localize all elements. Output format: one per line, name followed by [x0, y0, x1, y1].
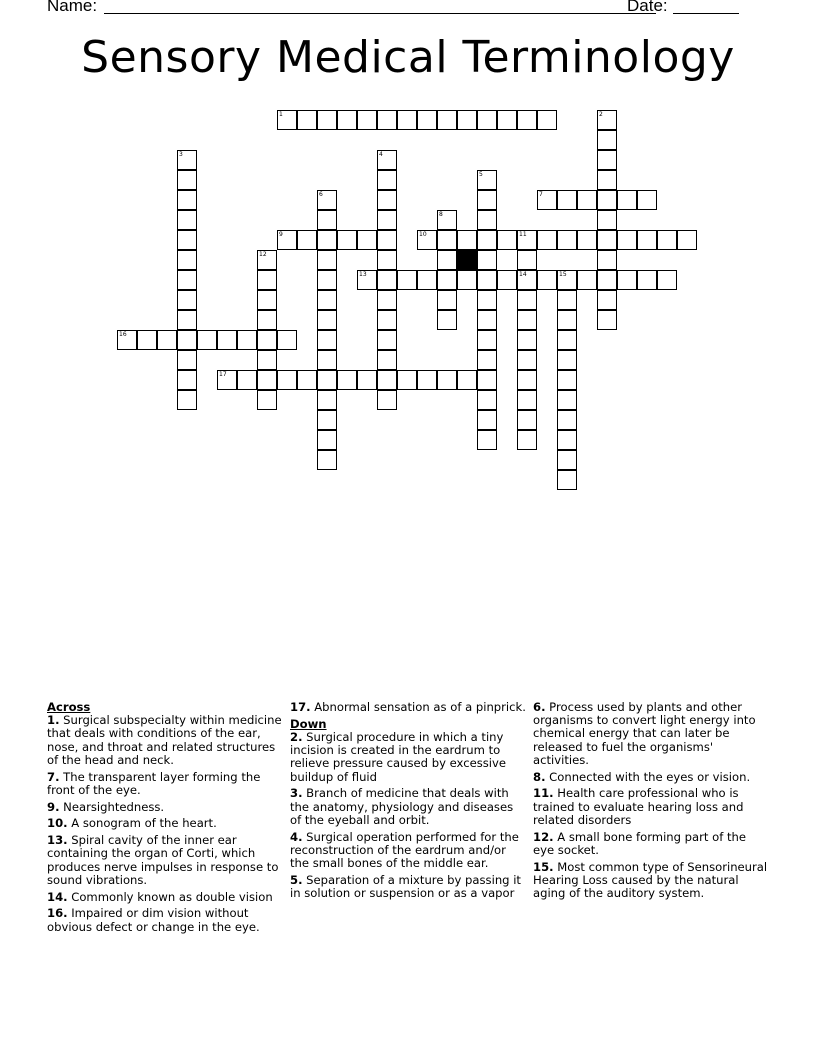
grid-cell[interactable]: [257, 390, 277, 410]
grid-cell[interactable]: [417, 270, 437, 290]
grid-cell[interactable]: [477, 170, 497, 190]
clues-column-3: [533, 701, 769, 904]
grid-cell[interactable]: [477, 190, 497, 210]
grid-cell[interactable]: [517, 350, 537, 370]
grid-cell[interactable]: [417, 110, 437, 130]
clue-number: 11: [519, 231, 527, 238]
grid-cell[interactable]: [557, 470, 577, 490]
grid-cell[interactable]: [637, 190, 657, 210]
grid-cell[interactable]: [257, 250, 277, 270]
grid-cell[interactable]: [557, 270, 577, 290]
clue-down-5: 5. Separation of a mixture by passing it in solution or suspension or as a vapor: [290, 872, 521, 901]
grid-cell[interactable]: [417, 370, 437, 390]
grid-cell[interactable]: [577, 270, 597, 290]
grid-cell[interactable]: [517, 250, 537, 270]
grid-cell[interactable]: [297, 110, 317, 130]
grid-cell[interactable]: [377, 390, 397, 410]
grid-cell[interactable]: [437, 250, 457, 270]
clue-across-10: 10. A sonogram of the heart.: [47, 816, 217, 831]
grid-cell[interactable]: [597, 290, 617, 310]
grid-cell[interactable]: [557, 450, 577, 470]
clue-across-9: 9. Nearsightedness.: [47, 799, 165, 814]
grid-cell[interactable]: [497, 110, 517, 130]
clue-number: 12: [259, 251, 267, 258]
grid-cell[interactable]: [377, 330, 397, 350]
grid-cell[interactable]: [437, 270, 457, 290]
grid-cell[interactable]: [557, 310, 577, 330]
grid-cell[interactable]: [537, 110, 557, 130]
grid-cell[interactable]: [377, 170, 397, 190]
clue-across-13: 13. Spiral cavity of the inner ear containing the organ of Corti, which produces nerve impulses in response to sound vibrations.: [47, 833, 279, 887]
grid-cell[interactable]: [657, 270, 677, 290]
grid-cell[interactable]: [317, 410, 337, 430]
clue-number: 14: [519, 271, 527, 278]
grid-cell[interactable]: [517, 370, 537, 390]
grid-cell[interactable]: [637, 270, 657, 290]
grid-cell[interactable]: [257, 370, 277, 390]
grid-cell[interactable]: [317, 270, 337, 290]
grid-cell[interactable]: [477, 290, 497, 310]
grid-cell[interactable]: [317, 310, 337, 330]
grid-cell[interactable]: [557, 390, 577, 410]
grid-cell[interactable]: [257, 330, 277, 350]
grid-cell[interactable]: [477, 270, 497, 290]
grid-cell[interactable]: [217, 370, 237, 390]
grid-cell[interactable]: [677, 230, 697, 250]
clue-down-4: 4. Surgical operation performed for the reconstruction of the eardrum and/or the small bones of the middle ear.: [290, 829, 519, 871]
grid-cell[interactable]: [297, 230, 317, 250]
clue-down-8: 8. Connected with the eyes or vision.: [533, 769, 751, 784]
grid-cell[interactable]: [237, 370, 257, 390]
clue-down-11: 11. Health care professional who is trained to evaluate hearing loss and related disorders: [533, 786, 744, 827]
grid-cell[interactable]: [317, 430, 337, 450]
clue-number: 16: [119, 331, 127, 338]
grid-cell[interactable]: [557, 290, 577, 310]
grid-cell[interactable]: [597, 270, 617, 290]
grid-cell[interactable]: [317, 390, 337, 410]
clue-number: 13: [359, 271, 367, 278]
grid-cell[interactable]: [317, 110, 337, 130]
grid-cell[interactable]: [557, 430, 577, 450]
grid-cell[interactable]: [617, 230, 637, 250]
grid-cell[interactable]: [157, 330, 177, 350]
grid-cell[interactable]: [597, 150, 617, 170]
grid-cell[interactable]: [417, 230, 437, 250]
grid-cell[interactable]: [177, 230, 197, 250]
clue-number: 5: [479, 171, 483, 178]
crossword-grid: [0, 0, 816, 500]
grid-cell[interactable]: [517, 410, 537, 430]
grid-cell[interactable]: [597, 210, 617, 230]
grid-cell[interactable]: [477, 350, 497, 370]
grid-cell[interactable]: [477, 430, 497, 450]
grid-cell[interactable]: [517, 270, 537, 290]
grid-cell[interactable]: [257, 270, 277, 290]
grid-cell[interactable]: [317, 350, 337, 370]
clue-number: 6: [319, 191, 323, 198]
grid-cell[interactable]: [377, 350, 397, 370]
grid-cell[interactable]: [457, 230, 477, 250]
grid-cell[interactable]: [137, 330, 157, 350]
grid-cell[interactable]: [317, 210, 337, 230]
grid-cell[interactable]: [177, 290, 197, 310]
grid-cell[interactable]: [337, 110, 357, 130]
clue-number: 8: [439, 211, 443, 218]
page-title: Sensory Medical Terminology: [81, 32, 735, 83]
grid-cell[interactable]: [597, 130, 617, 150]
clue-number: 1: [279, 111, 283, 118]
grid-cell[interactable]: [177, 210, 197, 230]
name-label: Name:: [47, 0, 98, 15]
grid-cell[interactable]: [617, 270, 637, 290]
grid-cell[interactable]: [377, 210, 397, 230]
grid-cell[interactable]: [457, 370, 477, 390]
grid-cell[interactable]: [657, 230, 677, 250]
down-heading: Down: [290, 716, 327, 731]
grid-cell[interactable]: [377, 230, 397, 250]
clue-across-7: 7. The transparent layer forming the front of the eye.: [47, 769, 261, 797]
grid-cell[interactable]: [497, 270, 517, 290]
grid-cell[interactable]: [317, 190, 337, 210]
grid-cell[interactable]: [537, 270, 557, 290]
grid-cell[interactable]: [477, 310, 497, 330]
grid-cell[interactable]: [457, 110, 477, 130]
grid-cell[interactable]: [337, 230, 357, 250]
grid-cell[interactable]: [177, 330, 197, 350]
grid-cell[interactable]: [477, 210, 497, 230]
grid-cell[interactable]: [177, 150, 197, 170]
grid-cell[interactable]: [377, 370, 397, 390]
grid-cell[interactable]: [277, 330, 297, 350]
grid-cell[interactable]: [437, 210, 457, 230]
grid-cell[interactable]: [177, 370, 197, 390]
grid-cell[interactable]: [597, 170, 617, 190]
grid-cell[interactable]: [597, 110, 617, 130]
grid-cell[interactable]: [517, 230, 537, 250]
grid-cell[interactable]: [477, 410, 497, 430]
grid-cell[interactable]: [517, 110, 537, 130]
grid-cell[interactable]: [197, 330, 217, 350]
clue-across-1: 1. Surgical subspecialty within medicine that deals with conditions of the ear, nose, and throat and related structures of the head and neck.: [47, 713, 282, 767]
grid-cell[interactable]: [477, 110, 497, 130]
grid-cell[interactable]: [517, 430, 537, 450]
grid-cell[interactable]: [477, 230, 497, 250]
grid-cell[interactable]: [477, 390, 497, 410]
grid-cell[interactable]: [317, 370, 337, 390]
grid-cell[interactable]: [317, 330, 337, 350]
grid-cell[interactable]: [377, 290, 397, 310]
grid-cell[interactable]: [397, 110, 417, 130]
grid-cell[interactable]: [597, 190, 617, 210]
grid-cell[interactable]: [357, 230, 377, 250]
grid-cell[interactable]: [317, 250, 337, 270]
grid-cell[interactable]: [277, 110, 297, 130]
clue-number: 15: [559, 271, 567, 278]
grid-cell[interactable]: [377, 110, 397, 130]
grid-cell[interactable]: [317, 230, 337, 250]
grid-cell[interactable]: [477, 330, 497, 350]
clue-across-16: 16. Impaired or dim vision without obvious defect or change in the eye.: [47, 906, 260, 934]
grid-cell[interactable]: [517, 290, 537, 310]
clues-column-2: [290, 701, 526, 904]
grid-cell[interactable]: [377, 250, 397, 270]
grid-cell[interactable]: [257, 290, 277, 310]
grid-cell[interactable]: [557, 370, 577, 390]
grid-cell[interactable]: [377, 270, 397, 290]
grid-cell[interactable]: [397, 370, 417, 390]
blocked-cell: [457, 250, 477, 270]
date-label: Date:: [627, 0, 668, 15]
grid-cell[interactable]: [557, 230, 577, 250]
grid-cell[interactable]: [257, 350, 277, 370]
grid-cell[interactable]: [257, 310, 277, 330]
grid-cell[interactable]: [437, 290, 457, 310]
grid-cell[interactable]: [177, 310, 197, 330]
clue-number: 9: [279, 231, 283, 238]
grid-cell[interactable]: [397, 270, 417, 290]
clue-number: 3: [179, 151, 183, 158]
grid-cell[interactable]: [517, 330, 537, 350]
grid-cell[interactable]: [437, 110, 457, 130]
grid-cell[interactable]: [177, 350, 197, 370]
grid-cell[interactable]: [557, 330, 577, 350]
grid-cell[interactable]: [517, 310, 537, 330]
clue-down-12: 12. A small bone forming part of the eye socket.: [533, 829, 747, 857]
grid-cell[interactable]: [557, 190, 577, 210]
grid-cell[interactable]: [217, 330, 237, 350]
grid-cell[interactable]: [437, 370, 457, 390]
clue-down-3: 3. Branch of medicine that deals with the anatomy, physiology and diseases of the eyeball and orbit.: [290, 786, 514, 827]
clue-down-15: 15. Most common type of Sensorineural Hearing Loss caused by the natural aging of the auditory system.: [533, 859, 768, 901]
grid-cell[interactable]: [437, 310, 457, 330]
clue-down-6: 6. Process used by plants and other organisms to convert light energy into chemical energy that can later be released to fuel the organisms' activities.: [533, 700, 756, 767]
grid-cell[interactable]: [377, 190, 397, 210]
grid-cell[interactable]: [337, 370, 357, 390]
grid-cell[interactable]: [597, 250, 617, 270]
clue-down-2: 2. Surgical procedure in which a tiny incision is created in the eardrum to relieve pressure caused by excessive buildup of fluid: [290, 730, 507, 784]
grid-cell[interactable]: [557, 410, 577, 430]
grid-cell[interactable]: [177, 270, 197, 290]
grid-cell[interactable]: [617, 190, 637, 210]
clue-number: 2: [599, 111, 603, 118]
grid-cell[interactable]: [277, 370, 297, 390]
grid-cell[interactable]: [457, 270, 477, 290]
clue-number: 17: [219, 371, 227, 378]
clue-number: 7: [539, 191, 543, 198]
grid-cell[interactable]: [437, 230, 457, 250]
clue-across-14: 14. Commonly known as double vision: [47, 889, 273, 904]
clues-column-1: [47, 701, 285, 937]
grid-cell[interactable]: [517, 390, 537, 410]
grid-cell[interactable]: [177, 190, 197, 210]
grid-cell[interactable]: [537, 190, 557, 210]
grid-cell[interactable]: [497, 230, 517, 250]
grid-cell[interactable]: [477, 250, 497, 270]
grid-cell[interactable]: [357, 270, 377, 290]
grid-cell[interactable]: [117, 330, 137, 350]
grid-cell[interactable]: [317, 290, 337, 310]
grid-cell[interactable]: [637, 230, 657, 250]
grid-cell[interactable]: [377, 150, 397, 170]
grid-cell[interactable]: [577, 190, 597, 210]
grid-cell[interactable]: [557, 350, 577, 370]
grid-cell[interactable]: [357, 370, 377, 390]
clue-number: 4: [379, 151, 383, 158]
grid-cell[interactable]: [297, 370, 317, 390]
clue-number: 10: [419, 231, 427, 238]
across-heading: Across: [47, 700, 91, 714]
grid-cell[interactable]: [357, 110, 377, 130]
clue-across-17: 17. Abnormal sensation as of a pinprick.: [290, 700, 526, 714]
grid-cell[interactable]: [597, 230, 617, 250]
grid-cell[interactable]: [377, 310, 397, 330]
grid-cell[interactable]: [177, 250, 197, 270]
grid-cell[interactable]: [177, 390, 197, 410]
grid-cell[interactable]: [477, 370, 497, 390]
grid-cell[interactable]: [597, 310, 617, 330]
grid-cell[interactable]: [277, 230, 297, 250]
grid-cell[interactable]: [537, 230, 557, 250]
grid-cell[interactable]: [237, 330, 257, 350]
grid-cell[interactable]: [577, 230, 597, 250]
grid-cell[interactable]: [177, 170, 197, 190]
grid-cell[interactable]: [317, 450, 337, 470]
